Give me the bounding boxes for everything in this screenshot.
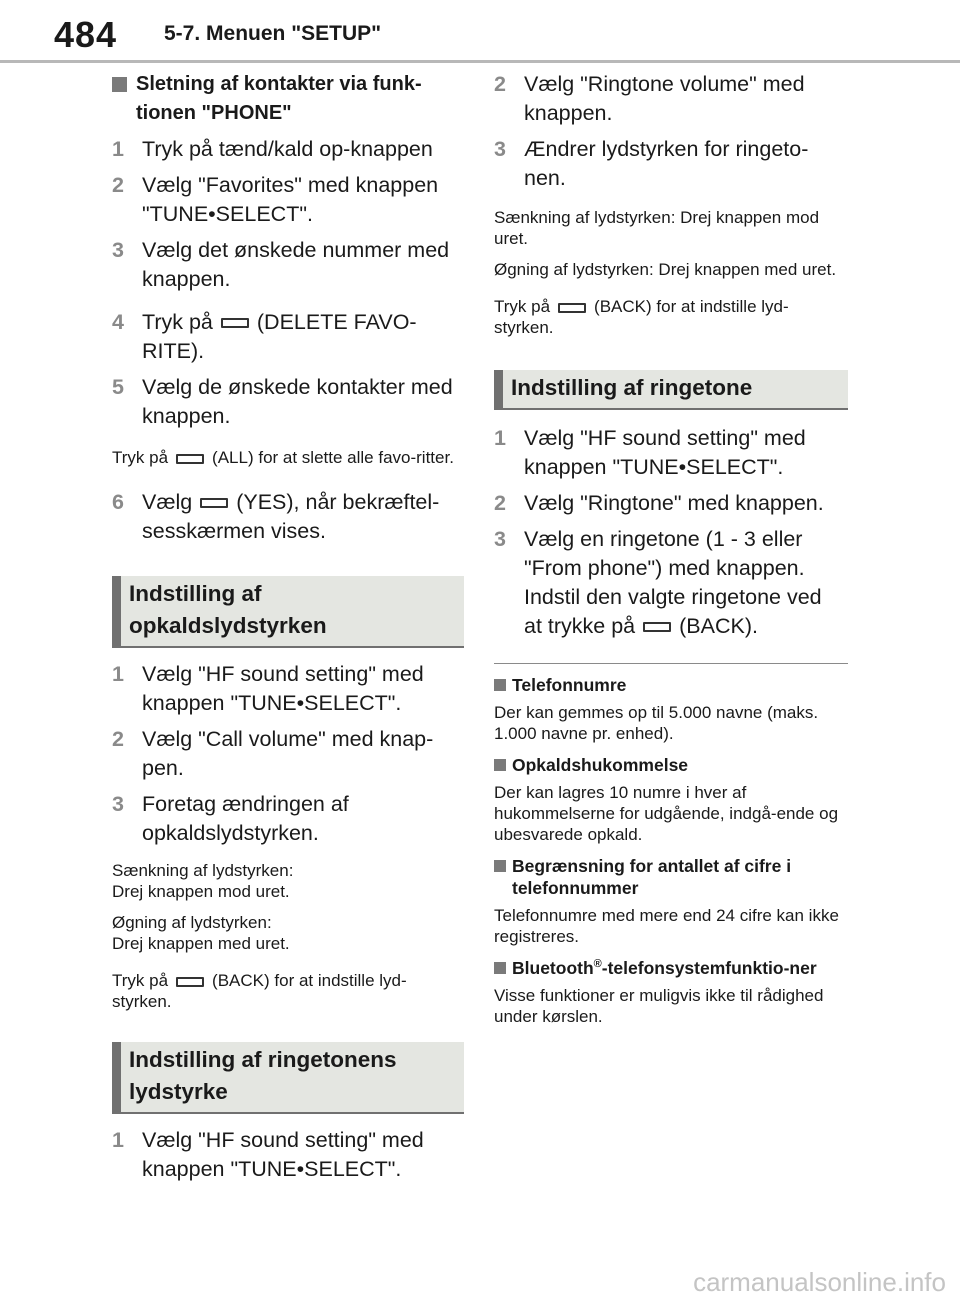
info-heading: Begrænsning for antallet af cifre i telefonnummer [494, 855, 848, 899]
watermark: carmanualsonline.info [693, 1267, 946, 1297]
section-divider [494, 663, 848, 664]
note-text: Tryk på (BACK) for at indstille lyd-styrken. [112, 971, 407, 1011]
step-item: 1 Vælg "HF sound setting" med knappen "TUNE•SELECT". [112, 1128, 424, 1181]
note-text: Øgning af lydstyrken: Drej knappen med uret. [494, 260, 837, 279]
page-number: 484 [54, 14, 118, 55]
step-item: 2 Vælg "Ringtone volume" med knappen. [494, 72, 805, 125]
info-text: Visse funktioner er muligvis ikke til rådighed under kørslen. [494, 986, 824, 1026]
page-header [0, 0, 960, 60]
square-bullet-icon [494, 679, 506, 691]
left-column [112, 64, 464, 1184]
step-item: 6 Vælg (YES), når bekræftel-sesskærmen vises. [112, 490, 440, 543]
step-item: 3 Ændrer lydstyrken for ringeto-nen. [494, 137, 809, 190]
step-item: 3 Vælg en ringetone (1 - 3 eller "From phone") med knappen. Indstil den valgte ringetone ved at trykke på (BACK). [494, 527, 822, 638]
step-item: 2 Vælg "Call volume" med knap-pen. [112, 727, 434, 780]
right-column [494, 64, 848, 1027]
step-item: 4 Tryk på (DELETE FAVO-RITE). [112, 310, 417, 363]
section-banner-call-volume: Indstilling af opkaldslydstyrken [112, 576, 464, 648]
square-bullet-icon [494, 860, 506, 872]
step-item: 1 Vælg "HF sound setting" med knappen "TUNE•SELECT". [112, 662, 424, 715]
section-banner-ringtone-volume: Indstilling af ringetonens lydstyrke [112, 1042, 464, 1114]
step-item: 3 Vælg det ønskede nummer med knappen. [112, 238, 450, 291]
step-item: 1 Vælg "HF sound setting" med knappen "TUNE•SELECT". [494, 426, 806, 479]
screen-button-icon [176, 454, 204, 464]
screen-button-icon [643, 622, 671, 632]
info-text: Der kan lagres 10 numre i hver af hukommelserne for udgående, indgå-ende og ubesvarede opkald. [494, 783, 839, 844]
screen-button-icon [558, 303, 586, 313]
header-divider [0, 60, 960, 63]
note-text: Øgning af lydstyrken: Drej knappen med uret. [112, 913, 290, 953]
screen-button-icon [221, 318, 249, 328]
note-text: Tryk på (ALL) for at slette alle favo-ritter. [112, 448, 454, 467]
step-item: 3 Foretag ændringen af opkaldslydstyrken. [112, 792, 349, 845]
step-item: 1 Tryk på tænd/kald op-knappen [112, 137, 433, 161]
delete-contacts-heading: Sletning af kontakter via funk-tionen "PHONE" [112, 70, 464, 128]
info-heading: Telefonnumre [494, 674, 848, 696]
section-banner-ringtone: Indstilling af ringetone [494, 370, 848, 410]
note-text: Tryk på (BACK) for at indstille lyd-styrken. [494, 297, 789, 337]
info-heading: Opkaldshukommelse [494, 754, 848, 776]
step-item: 5 Vælg de ønskede kontakter med knappen. [112, 375, 453, 428]
info-text: Der kan gemmes op til 5.000 navne (maks. 1.000 navne pr. enhed). [494, 703, 819, 743]
screen-button-icon [176, 977, 204, 987]
step-item: 2 Vælg "Favorites" med knappen "TUNE•SELECT". [112, 173, 439, 226]
screen-button-icon [200, 498, 228, 508]
note-text: Sænkning af lydstyrken: Drej knappen mod uret. [112, 861, 294, 901]
info-heading: Bluetooth®-telefonsystemfunktio-ner [494, 957, 848, 979]
note-text: Sænkning af lydstyrken: Drej knappen mod uret. [494, 208, 820, 248]
square-bullet-icon [112, 77, 127, 92]
step-item: 2 Vælg "Ringtone" med knappen. [494, 491, 824, 515]
section-title: 5-7. Menuen "SETUP" [164, 22, 382, 45]
square-bullet-icon [494, 962, 506, 974]
square-bullet-icon [494, 759, 506, 771]
info-text: Telefonnumre med mere end 24 cifre kan ikke registreres. [494, 906, 839, 946]
